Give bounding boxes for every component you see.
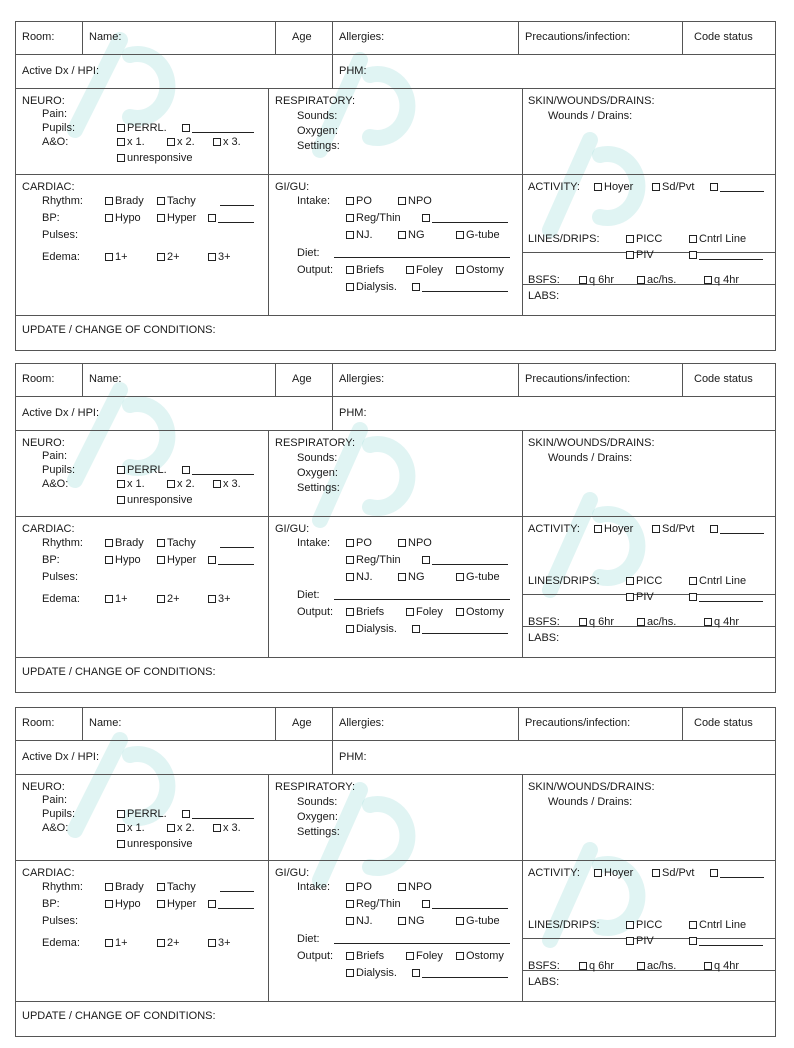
dialysis-option[interactable]: Dialysis. (346, 623, 397, 636)
hyper-option[interactable]: Hyper (157, 554, 196, 567)
edema-3-option[interactable]: 3+ (208, 251, 231, 264)
q4hr-option[interactable]: q 4hr (704, 616, 739, 629)
bp-label: BP: (42, 554, 60, 566)
phm-field[interactable]: PHM: (339, 65, 367, 77)
achs-option[interactable]: ac/hs. (637, 274, 676, 287)
phm-field[interactable]: PHM: (339, 407, 367, 419)
output-other[interactable] (412, 967, 508, 980)
hypo-option[interactable]: Hypo (105, 212, 141, 225)
brady-option[interactable]: Brady (105, 537, 144, 550)
code-status-field[interactable]: Code status (694, 373, 753, 385)
cntrl-line-option[interactable]: Cntrl Line (689, 233, 746, 246)
bsfs-label: BSFS: (528, 616, 560, 628)
q4hr-option[interactable]: q 4hr (704, 960, 739, 973)
piv-option[interactable]: PIV (626, 249, 654, 262)
tachy-option[interactable]: Tachy (157, 881, 196, 894)
diet-blank[interactable] (334, 589, 510, 602)
bsfs-label: BSFS: (528, 960, 560, 972)
lines-other[interactable] (689, 591, 763, 604)
ng-option[interactable]: NG (398, 229, 425, 242)
edema-1-option[interactable]: 1+ (105, 251, 128, 264)
intake-label: Intake: (297, 195, 331, 207)
pain-label: Pain: (42, 794, 68, 806)
perrl-option[interactable]: PERRL. (117, 464, 167, 477)
labs-label: LABS: (528, 976, 560, 988)
pain-label: Pain: (42, 450, 68, 462)
output-other[interactable] (412, 623, 508, 636)
intake-label: Intake: (297, 537, 331, 549)
phm-field[interactable]: PHM: (339, 751, 367, 763)
neuro-heading: NEURO: (22, 437, 65, 449)
dialysis-option[interactable]: Dialysis. (346, 967, 397, 980)
edema-3-option[interactable]: 3+ (208, 937, 231, 950)
room-label: Room: (22, 31, 55, 43)
edema-label: Edema: (42, 251, 80, 263)
report-sheet (15, 707, 776, 1037)
skin-heading: SKIN/WOUNDS/DRAINS: (528, 781, 655, 793)
ostomy-option[interactable]: Ostomy (456, 950, 504, 963)
npo-option[interactable]: NPO (398, 195, 432, 208)
ao-x1-option[interactable]: x 1. (117, 822, 145, 835)
respiratory-heading: RESPIRATORY: (275, 95, 356, 107)
perrl-option[interactable]: PERRL. (117, 808, 167, 821)
foley-option[interactable]: Foley (406, 264, 443, 277)
briefs-option[interactable]: Briefs (346, 950, 384, 963)
gtube-option[interactable]: G-tube (456, 571, 500, 584)
regthin-option[interactable]: Reg/Thin (346, 898, 401, 911)
edema-label: Edema: (42, 593, 80, 605)
respiratory-heading: RESPIRATORY: (275, 437, 356, 449)
lines-other[interactable] (689, 935, 763, 948)
settings-label: Settings: (297, 140, 340, 152)
activity-label: ACTIVITY: (528, 867, 580, 879)
piv-option[interactable]: PIV (626, 935, 654, 948)
gigu-heading: GI/GU: (275, 523, 310, 535)
active-dx-field[interactable]: Active Dx / HPI: (22, 65, 100, 77)
q4hr-option[interactable]: q 4hr (704, 274, 739, 287)
sdpvt-option[interactable]: Sd/Pvt (652, 867, 694, 880)
labs-label: LABS: (528, 632, 560, 644)
room-label: Room: (22, 373, 55, 385)
checkbox[interactable] (117, 124, 125, 132)
npo-option[interactable]: NPO (398, 881, 432, 894)
bsfs-label: BSFS: (528, 274, 560, 286)
settings-label: Settings: (297, 826, 340, 838)
q6hr-option[interactable]: q 6hr (579, 274, 614, 287)
po-option[interactable]: PO (346, 195, 372, 208)
edema-label: Edema: (42, 937, 80, 949)
ao-x1-option[interactable]: x 1. (117, 136, 145, 149)
rhythm-label: Rhythm: (42, 881, 83, 893)
update-conditions-field[interactable]: UPDATE / CHANGE OF CONDITIONS: (22, 1010, 216, 1022)
name-field[interactable]: Name: (89, 717, 122, 729)
bp-label: BP: (42, 898, 60, 910)
piv-option[interactable]: PIV (626, 591, 654, 604)
bp-other[interactable] (208, 212, 254, 225)
neuro-heading: NEURO: (22, 95, 65, 107)
edema-1-option[interactable]: 1+ (105, 937, 128, 950)
room-label: Room: (22, 717, 55, 729)
regthin-option[interactable]: Reg/Thin (346, 554, 401, 567)
intake-other[interactable] (422, 212, 508, 225)
sounds-label: Sounds: (297, 796, 338, 808)
picc-option[interactable]: PICC (626, 919, 662, 932)
tachy-option[interactable]: Tachy (157, 537, 196, 550)
nj-option[interactable]: NJ. (346, 915, 373, 928)
output-other[interactable] (412, 281, 508, 294)
sdpvt-option[interactable]: Sd/Pvt (652, 523, 694, 536)
ao-x2-option[interactable]: x 2. (167, 478, 195, 491)
checkbox[interactable] (182, 124, 190, 132)
perrl-option[interactable]: PERRL. (117, 122, 167, 135)
ostomy-option[interactable]: Ostomy (456, 264, 504, 277)
diet-label: Diet: (297, 589, 320, 601)
regthin-option[interactable]: Reg/Thin (346, 212, 401, 225)
skin-heading: SKIN/WOUNDS/DRAINS: (528, 95, 655, 107)
lines-label: LINES/DRIPS: (528, 233, 600, 245)
rhythm-label: Rhythm: (42, 195, 83, 207)
unresponsive-option[interactable]: unresponsive (117, 494, 192, 507)
lines-other[interactable] (689, 249, 763, 262)
allergies-field[interactable]: Allergies: (339, 717, 385, 729)
age-field[interactable]: Age (292, 31, 312, 43)
pupils-other[interactable] (182, 808, 254, 821)
active-dx-field[interactable]: Active Dx / HPI: (22, 751, 100, 763)
precautions-field[interactable]: Precautions/infection: (525, 31, 631, 43)
pulses-label: Pulses: (42, 571, 79, 583)
tachy-option[interactable]: Tachy (157, 195, 196, 208)
oxygen-label: Oxygen: (297, 125, 338, 137)
activity-other[interactable] (710, 867, 764, 880)
ng-option[interactable]: NG (398, 915, 425, 928)
cardiac-heading: CARDIAC: (22, 181, 75, 193)
activity-other[interactable] (710, 181, 764, 194)
code-status-field[interactable]: Code status (694, 717, 753, 729)
ao-x3-option[interactable]: x 3. (213, 478, 241, 491)
pupils-label: Pupils: (42, 808, 76, 820)
checkbox[interactable] (182, 810, 190, 818)
edema-2-option[interactable]: 2+ (157, 593, 180, 606)
oxygen-label: Oxygen: (297, 811, 338, 823)
pulses-label: Pulses: (42, 915, 79, 927)
brady-option[interactable]: Brady (105, 195, 144, 208)
cardiac-heading: CARDIAC: (22, 523, 75, 535)
bp-other[interactable] (208, 898, 254, 911)
edema-1-option[interactable]: 1+ (105, 593, 128, 606)
active-dx-field[interactable]: Active Dx / HPI: (22, 407, 100, 419)
ao-x2-option[interactable]: x 2. (167, 822, 195, 835)
allergies-field[interactable]: Allergies: (339, 373, 385, 385)
labs-label: LABS: (528, 290, 560, 302)
cardiac-heading: CARDIAC: (22, 867, 75, 879)
hoyer-option[interactable]: Hoyer (594, 867, 633, 880)
gigu-heading: GI/GU: (275, 181, 310, 193)
foley-option[interactable]: Foley (406, 950, 443, 963)
diet-label: Diet: (297, 933, 320, 945)
allergies-field[interactable]: Allergies: (339, 31, 385, 43)
ao-x2-option[interactable]: x 2. (167, 136, 195, 149)
precautions-field[interactable]: Precautions/infection: (525, 373, 631, 385)
hoyer-option[interactable]: Hoyer (594, 181, 633, 194)
precautions-field[interactable]: Precautions/infection: (525, 717, 631, 729)
settings-label: Settings: (297, 482, 340, 494)
rhythm-other-blank[interactable] (220, 537, 254, 550)
ostomy-option[interactable]: Ostomy (456, 606, 504, 619)
sdpvt-option[interactable]: Sd/Pvt (652, 181, 694, 194)
pupils-label: Pupils: (42, 464, 76, 476)
neuro-heading: NEURO: (22, 781, 65, 793)
achs-option[interactable]: ac/hs. (637, 616, 676, 629)
nj-option[interactable]: NJ. (346, 571, 373, 584)
rhythm-other-blank[interactable] (220, 881, 254, 894)
output-label: Output: (297, 264, 334, 276)
name-field[interactable]: Name: (89, 31, 122, 43)
edema-2-option[interactable]: 2+ (157, 251, 180, 264)
skin-heading: SKIN/WOUNDS/DRAINS: (528, 437, 655, 449)
edema-2-option[interactable]: 2+ (157, 937, 180, 950)
pulses-label: Pulses: (42, 229, 79, 241)
picc-option[interactable]: PICC (626, 575, 662, 588)
po-option[interactable]: PO (346, 881, 372, 894)
intake-label: Intake: (297, 881, 331, 893)
report-sheet (15, 363, 776, 693)
gigu-heading: GI/GU: (275, 867, 310, 879)
hyper-option[interactable]: Hyper (157, 898, 196, 911)
gtube-option[interactable]: G-tube (456, 915, 500, 928)
output-label: Output: (297, 950, 334, 962)
checkbox[interactable] (182, 466, 190, 474)
wounds-label: Wounds / Drains: (548, 452, 633, 464)
rhythm-other-blank[interactable] (220, 195, 254, 208)
q6hr-option[interactable]: q 6hr (579, 960, 614, 973)
hyper-option[interactable]: Hyper (157, 212, 196, 225)
briefs-option[interactable]: Briefs (346, 264, 384, 277)
unresponsive-option[interactable]: unresponsive (117, 152, 192, 165)
pain-label: Pain: (42, 108, 68, 120)
update-conditions-field[interactable]: UPDATE / CHANGE OF CONDITIONS: (22, 324, 216, 336)
sounds-label: Sounds: (297, 452, 338, 464)
lines-label: LINES/DRIPS: (528, 575, 600, 587)
rhythm-label: Rhythm: (42, 537, 83, 549)
lines-label: LINES/DRIPS: (528, 919, 600, 931)
diet-label: Diet: (297, 247, 320, 259)
name-field[interactable]: Name: (89, 373, 122, 385)
briefs-option[interactable]: Briefs (346, 606, 384, 619)
pupils-other[interactable] (182, 122, 254, 135)
po-option[interactable]: PO (346, 537, 372, 550)
ao-label: A&O: (42, 136, 69, 148)
achs-option[interactable]: ac/hs. (637, 960, 676, 973)
bp-label: BP: (42, 212, 60, 224)
cntrl-line-option[interactable]: Cntrl Line (689, 919, 746, 932)
age-field[interactable]: Age (292, 717, 312, 729)
npo-option[interactable]: NPO (398, 537, 432, 550)
ao-label: A&O: (42, 822, 69, 834)
code-status-field[interactable]: Code status (694, 31, 753, 43)
intake-other[interactable] (422, 898, 508, 911)
hypo-option[interactable]: Hypo (105, 898, 141, 911)
activity-label: ACTIVITY: (528, 523, 580, 535)
wounds-label: Wounds / Drains: (548, 110, 633, 122)
respiratory-heading: RESPIRATORY: (275, 781, 356, 793)
checkbox[interactable] (117, 466, 125, 474)
dialysis-option[interactable]: Dialysis. (346, 281, 397, 294)
activity-other[interactable] (710, 523, 764, 536)
picc-option[interactable]: PICC (626, 233, 662, 246)
brady-option[interactable]: Brady (105, 881, 144, 894)
output-label: Output: (297, 606, 334, 618)
nj-option[interactable]: NJ. (346, 229, 373, 242)
ao-label: A&O: (42, 478, 69, 490)
diet-blank[interactable] (334, 247, 510, 260)
edema-3-option[interactable]: 3+ (208, 593, 231, 606)
checkbox[interactable] (117, 810, 125, 818)
unresponsive-option[interactable]: unresponsive (117, 838, 192, 851)
gtube-option[interactable]: G-tube (456, 229, 500, 242)
intake-other[interactable] (422, 554, 508, 567)
pupils-label: Pupils: (42, 122, 76, 134)
cntrl-line-option[interactable]: Cntrl Line (689, 575, 746, 588)
activity-label: ACTIVITY: (528, 181, 580, 193)
hoyer-option[interactable]: Hoyer (594, 523, 633, 536)
diet-blank[interactable] (334, 933, 510, 946)
update-conditions-field[interactable]: UPDATE / CHANGE OF CONDITIONS: (22, 666, 216, 678)
hypo-option[interactable]: Hypo (105, 554, 141, 567)
oxygen-label: Oxygen: (297, 467, 338, 479)
foley-option[interactable]: Foley (406, 606, 443, 619)
ao-x1-option[interactable]: x 1. (117, 478, 145, 491)
bp-other[interactable] (208, 554, 254, 567)
ao-x3-option[interactable]: x 3. (213, 136, 241, 149)
age-field[interactable]: Age (292, 373, 312, 385)
pupils-other[interactable] (182, 464, 254, 477)
ng-option[interactable]: NG (398, 571, 425, 584)
ao-x3-option[interactable]: x 3. (213, 822, 241, 835)
wounds-label: Wounds / Drains: (548, 796, 633, 808)
q6hr-option[interactable]: q 6hr (579, 616, 614, 629)
report-sheet (15, 21, 776, 351)
sounds-label: Sounds: (297, 110, 338, 122)
